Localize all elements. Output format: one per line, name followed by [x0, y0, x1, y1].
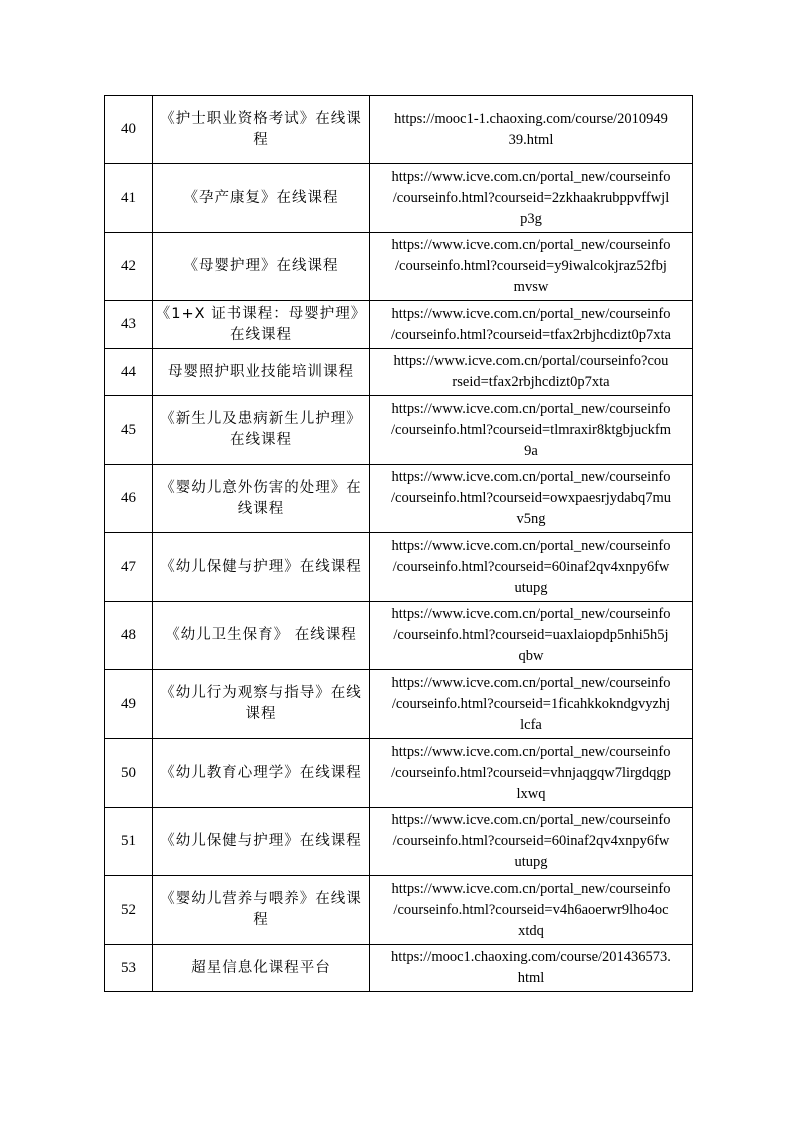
table-row	[105, 349, 693, 396]
row-number: 49	[105, 670, 153, 739]
course-url-line[interactable]: https://www.icve.com.cn/portal_new/courseinfo	[391, 674, 671, 691]
course-name-line: 《幼儿卫生保育》 在线课程	[165, 627, 357, 643]
course-url-line[interactable]: https://www.icve.com.cn/portal_new/courseinfo	[391, 743, 671, 760]
course-name-cell	[153, 739, 370, 808]
course-url-line[interactable]: p3g	[520, 210, 542, 227]
course-url-line[interactable]: /courseinfo.html?courseid=60inaf2qv4xnpy6fw	[392, 558, 670, 575]
table-row	[105, 233, 693, 301]
course-url-cell[interactable]	[370, 96, 693, 164]
course-url-line[interactable]: utupg	[514, 854, 548, 870]
course-name-cell	[153, 349, 370, 396]
course-url-line[interactable]: /courseinfo.html?courseid=owxpaesrjydabq7mu	[391, 490, 671, 506]
course-url-line[interactable]: https://mooc1-1.chaoxing.com/course/2010949	[394, 110, 668, 127]
table-row	[105, 876, 693, 945]
course-name-line: 《幼儿保健与护理》在线课程	[160, 558, 362, 575]
course-url-line[interactable]: /courseinfo.html?courseid=v4h6aoerwr9lho4oc	[393, 901, 669, 918]
course-name-cell	[153, 533, 370, 602]
course-url-cell[interactable]	[370, 349, 693, 396]
course-url-line[interactable]: /courseinfo.html?courseid=tfax2rbjhcdizt0p7xta	[391, 326, 671, 343]
row-number: 41	[105, 164, 153, 233]
course-url-cell[interactable]	[370, 233, 693, 301]
course-name-cell	[153, 876, 370, 945]
row-number: 45	[105, 396, 153, 465]
row-number: 44	[105, 349, 153, 396]
row-number: 50	[105, 739, 153, 808]
row-number: 42	[105, 233, 153, 301]
row-number: 51	[105, 808, 153, 876]
course-name-line: 课程	[245, 706, 277, 722]
course-name-line: 在线课程	[230, 326, 292, 343]
course-url-line[interactable]: https://www.icve.com.cn/portal_new/courseinfo	[391, 606, 671, 622]
course-name-line: 《幼儿保健与护理》在线课程	[160, 833, 362, 849]
row-number: 46	[105, 465, 153, 533]
course-url-cell[interactable]	[370, 876, 693, 945]
course-url-cell[interactable]	[370, 164, 693, 233]
row-number: 43	[105, 301, 153, 349]
course-url-cell[interactable]	[370, 602, 693, 670]
course-url-line[interactable]: https://www.icve.com.cn/portal_new/courseinfo	[391, 537, 671, 554]
course-name-cell	[153, 945, 370, 992]
course-url-cell[interactable]	[370, 945, 693, 992]
course-url-line[interactable]: html	[517, 970, 545, 986]
table-row	[105, 301, 693, 349]
table-row	[105, 96, 693, 164]
course-name-cell	[153, 396, 370, 465]
row-number: 40	[105, 96, 153, 164]
table-row	[105, 602, 693, 670]
course-name-line: 《护士职业资格考试》在线课	[160, 110, 362, 127]
course-name-line: 《婴幼儿营养与喂养》在线课	[160, 891, 362, 907]
course-url-line[interactable]: https://www.icve.com.cn/portal_new/courseinfo	[391, 812, 671, 828]
course-url-line[interactable]: /courseinfo.html?courseid=2zkhaakrubppvffwjl	[392, 189, 670, 206]
course-url-line[interactable]: /courseinfo.html?courseid=vhnjaqgqw7lirgdqgp	[391, 764, 671, 781]
course-name-line: 《幼儿教育心理学》在线课程	[160, 764, 362, 781]
row-number: 52	[105, 876, 153, 945]
course-name-cell	[153, 808, 370, 876]
course-name-line: 在线课程	[230, 432, 292, 448]
course-url-line[interactable]: 39.html	[508, 131, 554, 148]
course-url-line[interactable]: xtdq	[518, 922, 544, 939]
row-number: 48	[105, 602, 153, 670]
course-url-line[interactable]: https://www.icve.com.cn/portal_new/courseinfo	[391, 880, 671, 897]
course-url-line[interactable]: https://www.icve.com.cn/portal_new/courseinfo	[391, 400, 671, 417]
course-url-line[interactable]: /courseinfo.html?courseid=uaxlaiopdp5nhi5h5j	[393, 627, 669, 643]
table-row	[105, 465, 693, 533]
course-url-line[interactable]: https://mooc1.chaoxing.com/course/201436573.	[391, 949, 671, 965]
table-row	[105, 670, 693, 739]
course-name-cell	[153, 233, 370, 301]
course-table	[104, 95, 693, 992]
course-name-line: 程	[253, 131, 269, 148]
course-url-cell[interactable]	[370, 301, 693, 349]
table-row	[105, 808, 693, 876]
course-url-line[interactable]: https://www.icve.com.cn/portal_new/courseinfo	[391, 168, 671, 185]
course-url-cell[interactable]	[370, 396, 693, 465]
course-url-cell[interactable]	[370, 533, 693, 602]
course-url-cell[interactable]	[370, 670, 693, 739]
course-url-line[interactable]: https://www.icve.com.cn/portal_new/courseinfo	[391, 469, 671, 485]
course-url-line[interactable]: https://www.icve.com.cn/portal_new/courseinfo	[391, 305, 671, 322]
course-url-line[interactable]: lxwq	[516, 785, 546, 802]
course-url-line[interactable]: https://www.icve.com.cn/portal_new/courseinfo	[391, 237, 671, 253]
course-name-cell	[153, 602, 370, 670]
course-url-cell[interactable]	[370, 739, 693, 808]
row-number: 53	[105, 945, 153, 992]
course-name-line: 《婴幼儿意外伤害的处理》在	[160, 479, 362, 496]
table-row	[105, 533, 693, 602]
course-url-line[interactable]: v5ng	[516, 511, 546, 527]
course-name-line: 《1+X 证书课程：母婴护理》	[155, 305, 367, 322]
course-url-line[interactable]: qbw	[518, 648, 544, 664]
course-name-line: 《新生儿及患病新生儿护理》	[160, 411, 362, 427]
course-name-cell	[153, 465, 370, 533]
course-name-cell	[153, 670, 370, 739]
course-name-line: 线课程	[237, 500, 285, 517]
course-name-line: 《母婴护理》在线课程	[183, 258, 339, 274]
course-name-line: 超星信息化课程平台	[191, 959, 331, 976]
course-url-line[interactable]: 9a	[524, 442, 538, 459]
table-row	[105, 396, 693, 465]
course-url-line[interactable]: mvsw	[513, 279, 549, 295]
course-name-line: 《幼儿行为观察与指导》在线	[160, 685, 362, 701]
table-row	[105, 945, 693, 992]
course-name-line: 母婴照护职业技能培训课程	[168, 363, 354, 380]
course-url-line[interactable]: /courseinfo.html?courseid=y9iwalcokjraz52fbj	[395, 258, 667, 274]
course-url-line[interactable]: /courseinfo.html?courseid=tlmraxir8ktgbjuckfm	[391, 421, 671, 438]
course-url-cell[interactable]	[370, 808, 693, 876]
course-name-cell	[153, 96, 370, 164]
course-url-line[interactable]: utupg	[514, 579, 548, 596]
table-row	[105, 739, 693, 808]
course-name-line: 《孕产康复》在线课程	[183, 189, 339, 206]
course-url-line[interactable]: /courseinfo.html?courseid=60inaf2qv4xnpy6fw	[392, 833, 670, 849]
course-name-cell	[153, 164, 370, 233]
course-name-line: 程	[253, 912, 269, 928]
course-url-line[interactable]: https://www.icve.com.cn/portal/courseinfo?cou	[393, 353, 669, 369]
course-url-line[interactable]: /courseinfo.html?courseid=1ficahkkokndgvyzhj	[391, 695, 671, 712]
course-url-line[interactable]: lcfa	[520, 716, 542, 733]
row-number: 47	[105, 533, 153, 602]
course-name-cell	[153, 301, 370, 349]
table-row	[105, 164, 693, 233]
course-url-line[interactable]: rseid=tfax2rbjhcdizt0p7xta	[452, 374, 610, 390]
course-url-cell[interactable]	[370, 465, 693, 533]
